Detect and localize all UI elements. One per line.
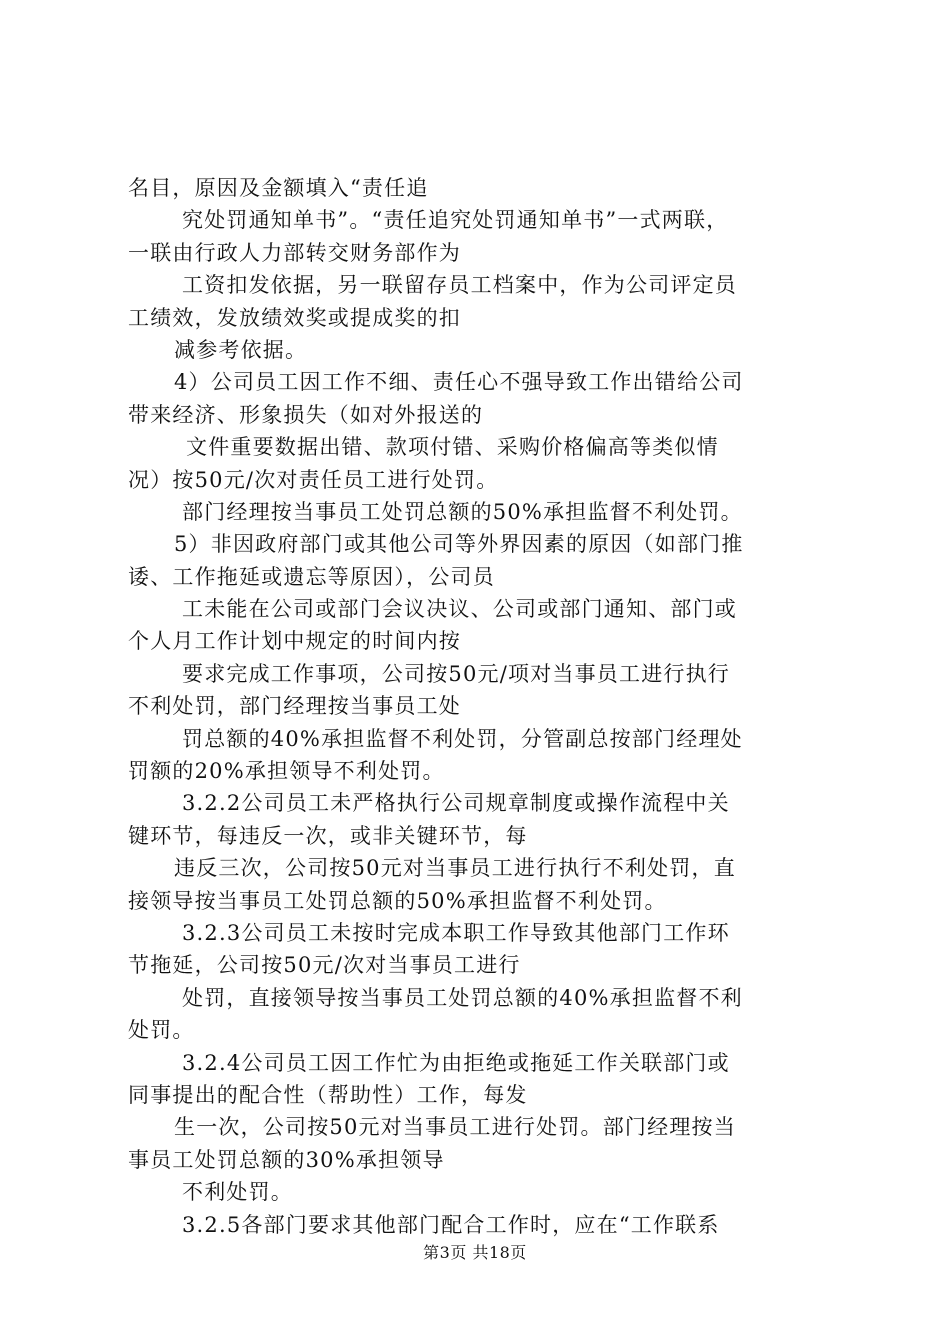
text-line: 文件重要数据出错、款项付错、采购价格偏高等类似情 xyxy=(186,435,719,460)
text-line: 工绩效，发放绩效奖或提成奖的扣 xyxy=(128,305,461,330)
text-line: 同事提出的配合性（帮助性）工作，每发 xyxy=(128,1082,528,1107)
text-line: 5）非因政府部门或其他公司等外界因素的原因（如部门推 xyxy=(174,532,744,557)
text-line: 究处罚通知单书”。“责任追究处罚通知单书”一式两联， xyxy=(182,208,729,233)
text-line: 带来经济、形象损失（如对外报送的 xyxy=(128,402,484,427)
text-line: 处罚。 xyxy=(128,1018,195,1043)
page-footer xyxy=(0,1240,950,1263)
text-line: 不利处罚，部门经理按当事员工处 xyxy=(128,694,461,719)
text-line: 罚总额的40%承担监督不利处罚，分管副总按部门经理处 xyxy=(182,726,743,751)
text-line: 节拖延，公司按50元/次对当事员工进行 xyxy=(128,953,521,978)
document-body xyxy=(128,172,838,1241)
text-line: 况）按50元/次对责任员工进行处罚。 xyxy=(128,467,499,492)
text-line: 3.2.5各部门要求其他部门配合工作时，应在“工作联系 xyxy=(182,1212,720,1237)
text-line: 个人月工作计划中规定的时间内按 xyxy=(128,629,461,654)
page-number-indicator: 第3页 共18页 xyxy=(423,1243,527,1262)
text-line: 诿、工作拖延或遗忘等原因），公司员 xyxy=(128,564,495,589)
text-line: 要求完成工作事项，公司按50元/项对当事员工进行执行 xyxy=(182,661,730,686)
text-line: 事员工处罚总额的30%承担领导 xyxy=(128,1147,445,1172)
text-line: 不利处罚。 xyxy=(182,1180,293,1205)
text-line: 接领导按当事员工处罚总额的50%承担监督不利处罚。 xyxy=(128,888,667,913)
text-line: 部门经理按当事员工处罚总额的50%承担监督不利处罚。 xyxy=(182,499,743,524)
text-line: 名目，原因及金额填入“责任追 xyxy=(128,176,429,200)
text-line: 工未能在公司或部门会议决议、公司或部门通知、部门或 xyxy=(182,597,737,622)
text-line: 3.2.2公司员工未严格执行公司规章制度或操作流程中关 xyxy=(182,791,730,816)
text-line: 工资扣发依据，另一联留存员工档案中，作为公司评定员 xyxy=(182,273,737,298)
text-line: 处罚，直接领导按当事员工处罚总额的40%承担监督不利 xyxy=(182,985,743,1010)
text-line: 生一次，公司按50元对当事员工进行处罚。部门经理按当 xyxy=(174,1115,736,1140)
text-line: 减参考依据。 xyxy=(174,337,308,362)
text-line: 3.2.4公司员工因工作忙为由拒绝或拖延工作关联部门或 xyxy=(182,1050,730,1075)
text-line: 罚额的20%承担领导不利处罚。 xyxy=(128,759,445,784)
text-line: 4）公司员工因工作不细、责任心不强导致工作出错给公司 xyxy=(174,370,744,395)
text-line: 一联由行政人力部转交财务部作为 xyxy=(128,240,461,265)
text-line: 键环节，每违反一次，或非关键环节，每 xyxy=(128,823,528,848)
text-line: 违反三次，公司按50元对当事员工进行执行不利处罚，直 xyxy=(174,856,736,881)
text-line: 3.2.3公司员工未按时完成本职工作导致其他部门工作环 xyxy=(182,920,730,945)
